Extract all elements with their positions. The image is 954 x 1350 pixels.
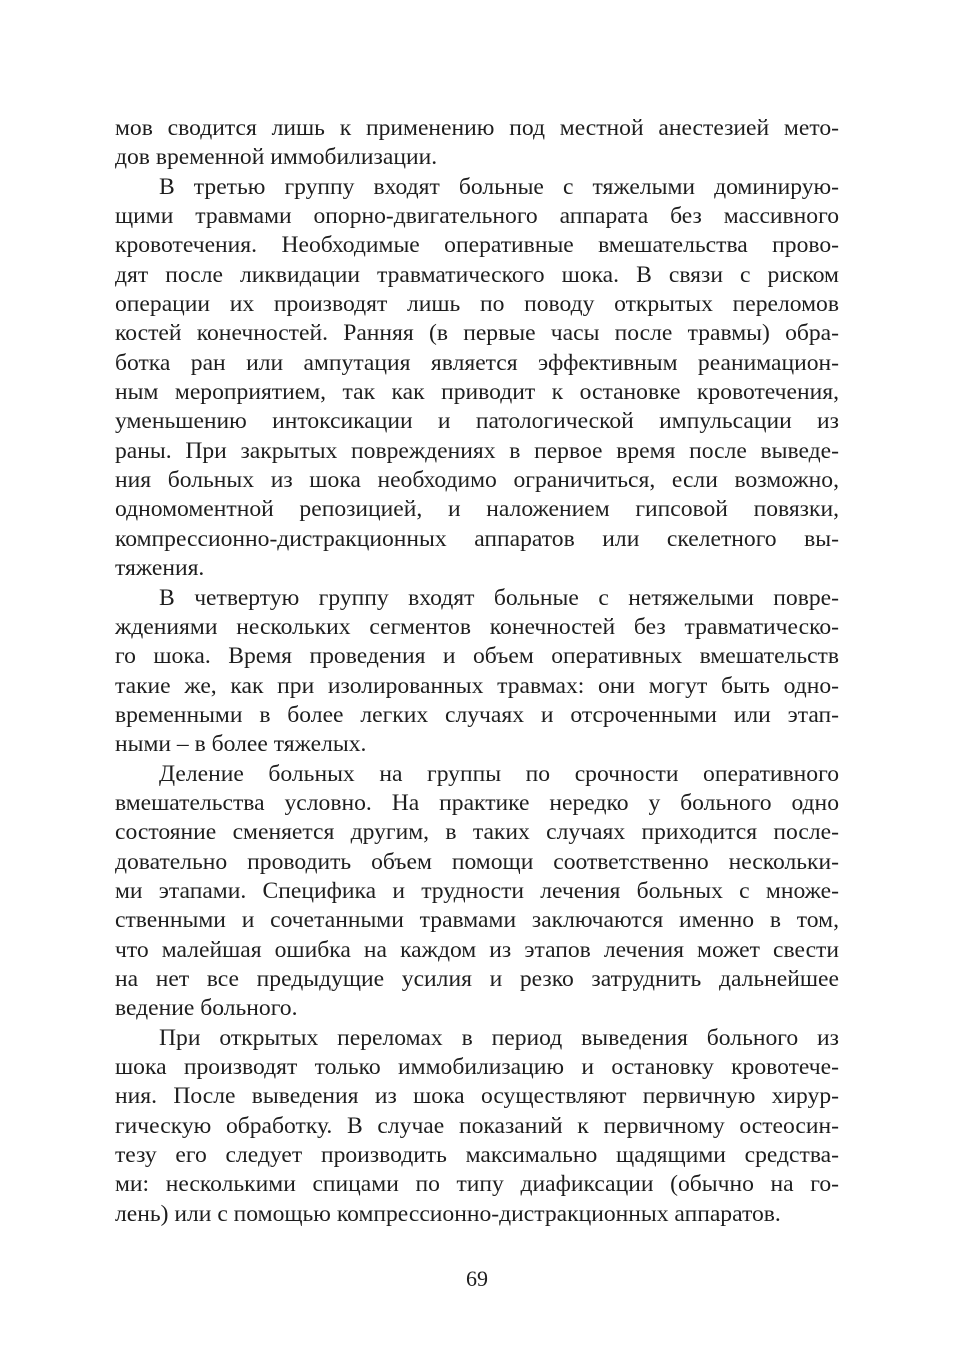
text-line: состояние сменяется другим, в таких случаях приходится после- (115, 819, 839, 846)
text-line: В третью группу входят больные с тяжелыми доминирую- (159, 173, 839, 200)
text-line: тезу его следует производить максимально щадящими средства- (115, 1142, 839, 1169)
text-line: вмешательства условно. На практике нередко у больного одно (115, 789, 839, 816)
text-line: что малейшая ошибка на каждом из этапов лечения может свести (115, 936, 839, 963)
text-line: щими травмами опорно-двигательного аппарата без массивного (115, 203, 839, 230)
text-line: компрессионно-дистракционных аппаратов или скелетного вы- (115, 525, 839, 552)
body-text (115, 114, 839, 1229)
text-line: ми этапами. Специфика и трудности лечения больных с множе- (115, 877, 839, 904)
text-line: го шока. Время проведения и объем оперативных вмешательств (115, 643, 839, 670)
text-line: ботка ран или ампутация является эффективным реанимацион- (115, 349, 839, 376)
paragraph (115, 114, 839, 173)
text-line: уменьшению интоксикации и патологической импульсации из (115, 408, 839, 435)
text-line: раны. При закрытых повреждениях в первое время после выведе- (115, 437, 839, 464)
text-line: одномоментной репозицией, и наложением гипсовой повязки, (115, 496, 839, 523)
text-line: тяжения. (115, 555, 205, 582)
paragraph (115, 760, 839, 1024)
text-line: костей конечностей. Ранняя (в первые часы после травмы) обра- (115, 320, 839, 347)
text-line: дов временной иммобилизации. (115, 144, 438, 171)
text-line: на нет все предыдущие усилия и резко затруднить дальнейшее (115, 965, 839, 992)
text-line: ния больных из шока необходимо ограничиться, если возможно, (115, 467, 839, 494)
page-number: 69 (466, 1266, 488, 1291)
text-line: гическую обработку. В случае показаний к первичному остеосин- (115, 1112, 839, 1139)
text-line: При открытых переломах в период выведения больного из (159, 1024, 839, 1051)
paragraph (115, 1024, 839, 1229)
text-line: В четвертую группу входят больные с нетяжелыми повре- (159, 584, 839, 611)
text-line: Деление больных на группы по срочности оперативного (159, 760, 839, 787)
text-line: довательно проводить объем помощи соответственно нескольки- (115, 848, 839, 875)
text-line: временными в более легких случаях и отсроченными или этап- (115, 701, 839, 728)
text-line: кровотечения. Необходимые оперативные вмешательства прово- (115, 232, 839, 259)
text-line: лень) или с помощью компрессионно-дистракционных аппаратов. (115, 1200, 781, 1227)
text-line: мов сводится лишь к применению под местной анестезией мето- (115, 115, 839, 141)
text-line: ственными и сочетанными травмами заключаются именно в том, (115, 907, 839, 934)
text-line: ными – в более тяжелых. (115, 731, 367, 758)
paragraph (115, 173, 839, 584)
text-line: ным мероприятием, так как приводит к остановке кровотечения, (115, 379, 839, 406)
text-line: шока производят только иммобилизацию и остановку кровотече- (115, 1054, 839, 1080)
text-line: операции их производят лишь по поводу открытых переломов (115, 291, 839, 318)
text-line: такие же, как при изолированных травмах: они могут быть одно- (115, 672, 839, 699)
text-line: ждениями нескольких сегментов конечностей без травматическо- (115, 613, 839, 640)
text-line: дят после ликвидации травматического шока. В связи с риском (115, 261, 839, 288)
text-line: ния. После выведения из шока осуществляют первичную хирур- (115, 1083, 839, 1110)
text-line: ми: несколькими спицами по типу диафиксации (обычно на го- (115, 1171, 839, 1198)
paragraph (115, 584, 839, 760)
text-line: ведение больного. (115, 995, 298, 1022)
